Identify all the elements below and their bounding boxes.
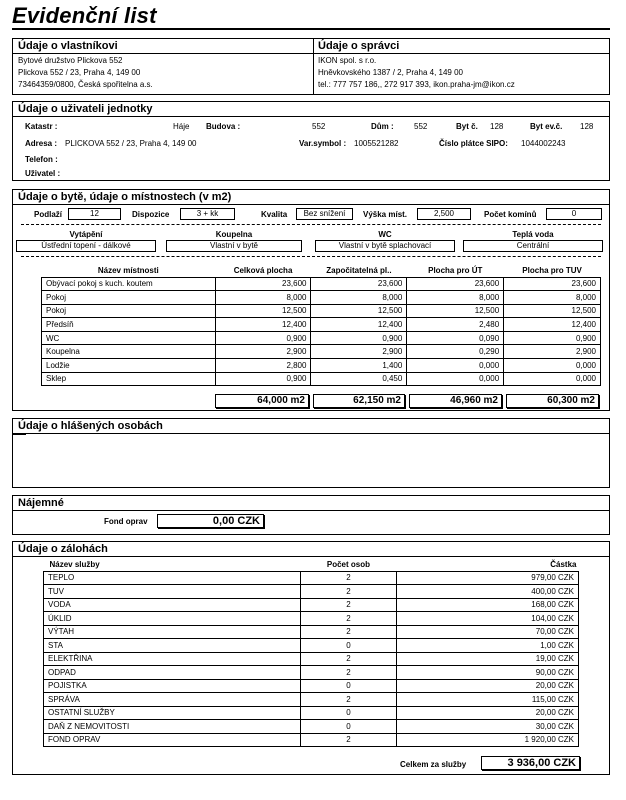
manager-address: Hněvkovského 1387 / 2, Praha 4, 149 00: [318, 68, 463, 77]
service-name: POJISTKA: [44, 679, 301, 693]
col-castka: Částka: [550, 560, 577, 570]
vyska-label: Výška míst.: [363, 210, 408, 219]
room-area: 23,600: [407, 277, 504, 291]
service-name: SPRÁVA: [44, 693, 301, 707]
service-persons: 2: [300, 571, 397, 585]
room-area: 8,000: [407, 291, 504, 305]
vytapeni-value: Ústřední topení - dálkové: [16, 240, 156, 252]
room-area: 0,290: [407, 345, 504, 359]
service-amount: 1,00 CZK: [397, 639, 579, 653]
service-name: FOND OPRAV: [44, 733, 301, 747]
col-celkova: Celková plocha: [233, 265, 293, 275]
uzivatel-label: Uživatel :: [25, 169, 61, 178]
fond-value: 0,00 CZK: [157, 514, 264, 528]
room-name: Pokoj: [42, 304, 216, 318]
service-amount: 979,00 CZK: [397, 571, 579, 585]
table-row: [44, 652, 579, 666]
room-area: 0,000: [504, 372, 601, 386]
podlazi-value: 12: [68, 208, 121, 220]
table-row: [44, 733, 579, 747]
persons-section: [12, 418, 610, 488]
col-zapocitatelna: Započitatelná pl..: [326, 265, 392, 275]
total-label: Celkem za služby: [400, 760, 467, 769]
telefon-label: Telefon :: [25, 155, 58, 164]
service-amount: 19,00 CZK: [397, 652, 579, 666]
bytev-label: Byt ev.č.: [530, 122, 563, 131]
room-area: 23,600: [504, 277, 601, 291]
owner-name: Bytové družstvo Plickova 552: [18, 56, 123, 65]
service-persons: 0: [300, 720, 397, 734]
service-name: ÚKLID: [44, 612, 301, 626]
room-area: 12,400: [504, 318, 601, 332]
room-name: WC: [42, 331, 216, 345]
kominu-label: Počet komínů: [484, 210, 537, 219]
room-area: 0,450: [311, 372, 407, 386]
table-row: [42, 291, 601, 305]
owner-heading: Údaje o vlastníkovi: [18, 40, 118, 52]
table-row: [42, 331, 601, 345]
sipo-label: Číslo plátce SIPO:: [439, 139, 508, 148]
table-row: [44, 666, 579, 680]
service-amount: 168,00 CZK: [397, 598, 579, 612]
service-persons: 0: [300, 639, 397, 653]
service-name: TUV: [44, 585, 301, 599]
room-area: 12,500: [407, 304, 504, 318]
owner-address: Plickova 552 / 23, Praha 4, 149 00: [18, 68, 141, 77]
room-area: 0,000: [407, 359, 504, 373]
budova-value: 552: [312, 122, 326, 131]
service-name: ODPAD: [44, 666, 301, 680]
byt-value: 128: [490, 122, 504, 131]
room-area: 8,000: [311, 291, 407, 305]
table-row: [42, 318, 601, 332]
dispozice-value: 3 + kk: [180, 208, 235, 220]
byt-label: Byt č.: [456, 122, 478, 131]
service-name: VÝTAH: [44, 625, 301, 639]
total-celkova: 64,000 m2: [215, 394, 309, 408]
room-name: Lodžie: [42, 359, 216, 373]
total-zapocitatelna: 62,150 m2: [313, 394, 405, 408]
table-row: [44, 679, 579, 693]
table-row: [44, 639, 579, 653]
rooms-table: [41, 264, 601, 386]
wc-value: Vlastní v bytě splachovací: [315, 240, 455, 252]
room-area: 12,500: [504, 304, 601, 318]
room-area: 12,400: [311, 318, 407, 332]
room-area: 12,500: [311, 304, 407, 318]
service-name: ELEKTŘINA: [44, 652, 301, 666]
adresa-value: PLICKOVA 552 / 23, Praha 4, 149 00: [65, 139, 197, 148]
room-name: Předsíň: [42, 318, 216, 332]
col-sluzba: Název služby: [49, 560, 100, 570]
manager-heading: Údaje o správci: [318, 40, 400, 52]
dum-value: 552: [414, 122, 428, 131]
flat-section: [12, 189, 610, 411]
kvalita-value: Bez snížení: [296, 208, 353, 220]
service-amount: 20,00 CZK: [397, 679, 579, 693]
col-osob: Počet osob: [326, 560, 370, 570]
room-name: Obývací pokoj s kuch. koutem: [42, 277, 216, 291]
service-amount: 400,00 CZK: [397, 585, 579, 599]
table-row: [42, 372, 601, 386]
col-tuv: Plocha pro TUV: [522, 265, 582, 275]
service-amount: 20,00 CZK: [397, 706, 579, 720]
service-name: STA: [44, 639, 301, 653]
room-area: 8,000: [504, 291, 601, 305]
service-amount: 70,00 CZK: [397, 625, 579, 639]
advances-heading: Údaje o zálohách: [13, 542, 609, 557]
service-persons: 0: [300, 706, 397, 720]
podlazi-label: Podlaží: [34, 210, 63, 219]
room-area: 0,900: [504, 331, 601, 345]
user-heading: Údaje o uživateli jednotky: [13, 102, 609, 117]
room-area: 0,000: [407, 372, 504, 386]
room-area: 0,900: [215, 331, 311, 345]
title-rule: [12, 28, 610, 30]
room-area: 2,900: [215, 345, 311, 359]
table-row: [42, 359, 601, 373]
wc-label: WC: [378, 230, 392, 239]
service-amount: 115,00 CZK: [397, 693, 579, 707]
room-name: Koupelna: [42, 345, 216, 359]
flat-heading: Údaje o bytě, údaje o místnostech (v m2): [13, 190, 609, 205]
col-ut: Plocha pro ÚT: [428, 265, 483, 275]
service-persons: 2: [300, 652, 397, 666]
service-persons: 2: [300, 625, 397, 639]
advances-section: [12, 541, 610, 775]
manager-name: IKON spol. s r.o.: [318, 56, 377, 65]
total-value: 3 936,00 CZK: [481, 756, 580, 770]
advances-table: [43, 559, 579, 747]
service-persons: 2: [300, 693, 397, 707]
room-area: 0,900: [215, 372, 311, 386]
varsym-value: 1005521282: [354, 139, 399, 148]
room-name: Sklep: [42, 372, 216, 386]
budova-label: Budova :: [206, 122, 241, 131]
service-amount: 1 920,00 CZK: [397, 733, 579, 747]
table-row: [44, 585, 579, 599]
fond-label: Fond oprav: [104, 517, 148, 526]
table-row: [44, 598, 579, 612]
table-row: [44, 612, 579, 626]
rent-heading: Nájemné: [13, 496, 609, 511]
room-area: 2,480: [407, 318, 504, 332]
service-name: OSTATNÍ SLUŽBY: [44, 706, 301, 720]
room-area: 2,900: [504, 345, 601, 359]
owner-bank: 73464359/0800, Česká spořitelna a.s.: [18, 80, 153, 89]
service-persons: 2: [300, 612, 397, 626]
room-area: 1,400: [311, 359, 407, 373]
page-title: Evidenční list: [12, 3, 157, 28]
koupelna-label: Koupelna: [215, 230, 253, 239]
table-row: [44, 720, 579, 734]
service-amount: 30,00 CZK: [397, 720, 579, 734]
table-row: [44, 571, 579, 585]
room-area: 2,900: [311, 345, 407, 359]
table-row: [44, 693, 579, 707]
dispozice-label: Dispozice: [132, 210, 170, 219]
dum-label: Dům :: [371, 122, 394, 131]
tuv-label: Teplá voda: [512, 230, 554, 239]
service-amount: 104,00 CZK: [397, 612, 579, 626]
table-row: [44, 706, 579, 720]
adresa-label: Adresa :: [25, 139, 58, 148]
vytapeni-label: Vytápění: [69, 230, 103, 239]
room-area: 23,600: [311, 277, 407, 291]
table-row: [42, 277, 601, 291]
rent-section: [12, 495, 610, 535]
table-row: [42, 345, 601, 359]
room-area: 0,900: [311, 331, 407, 345]
varsym-label: Var.symbol :: [299, 139, 347, 148]
room-area: 0,090: [407, 331, 504, 345]
total-ut: 46,960 m2: [409, 394, 502, 408]
bytev-value: 128: [580, 122, 594, 131]
service-persons: 0: [300, 679, 397, 693]
sipo-value: 1044002243: [521, 139, 566, 148]
service-persons: 2: [300, 733, 397, 747]
total-tuv: 60,300 m2: [506, 394, 599, 408]
table-row: [44, 625, 579, 639]
katastr-label: Katastr :: [25, 122, 58, 131]
room-name: Pokoj: [42, 291, 216, 305]
service-name: TEPLO: [44, 571, 301, 585]
room-area: 23,600: [215, 277, 311, 291]
katastr-value: Háje: [173, 122, 190, 131]
service-amount: 90,00 CZK: [397, 666, 579, 680]
vyska-value: 2,500: [417, 208, 471, 220]
room-area: 2,800: [215, 359, 311, 373]
service-name: DAŇ Z NEMOVITOSTI: [44, 720, 301, 734]
owner-manager-section: [12, 38, 610, 95]
room-area: 12,400: [215, 318, 311, 332]
manager-contact: tel.: 777 757 186,, 272 917 393, ikon.praha-jm@ikon.cz: [318, 80, 515, 89]
col-nazev: Název místnosti: [97, 265, 159, 275]
room-area: 0,000: [504, 359, 601, 373]
service-name: VODA: [44, 598, 301, 612]
tuv-value: Centrální: [463, 240, 603, 252]
user-section: [12, 101, 610, 181]
service-persons: 2: [300, 598, 397, 612]
koupelna-value: Vlastní v bytě: [166, 240, 302, 252]
room-area: 12,500: [215, 304, 311, 318]
table-row: [42, 304, 601, 318]
kvalita-label: Kvalita: [261, 210, 288, 219]
service-persons: 2: [300, 666, 397, 680]
persons-heading: Údaje o hlášených osobách: [13, 419, 609, 434]
kominu-value: 0: [546, 208, 602, 220]
service-persons: 2: [300, 585, 397, 599]
room-area: 8,000: [215, 291, 311, 305]
